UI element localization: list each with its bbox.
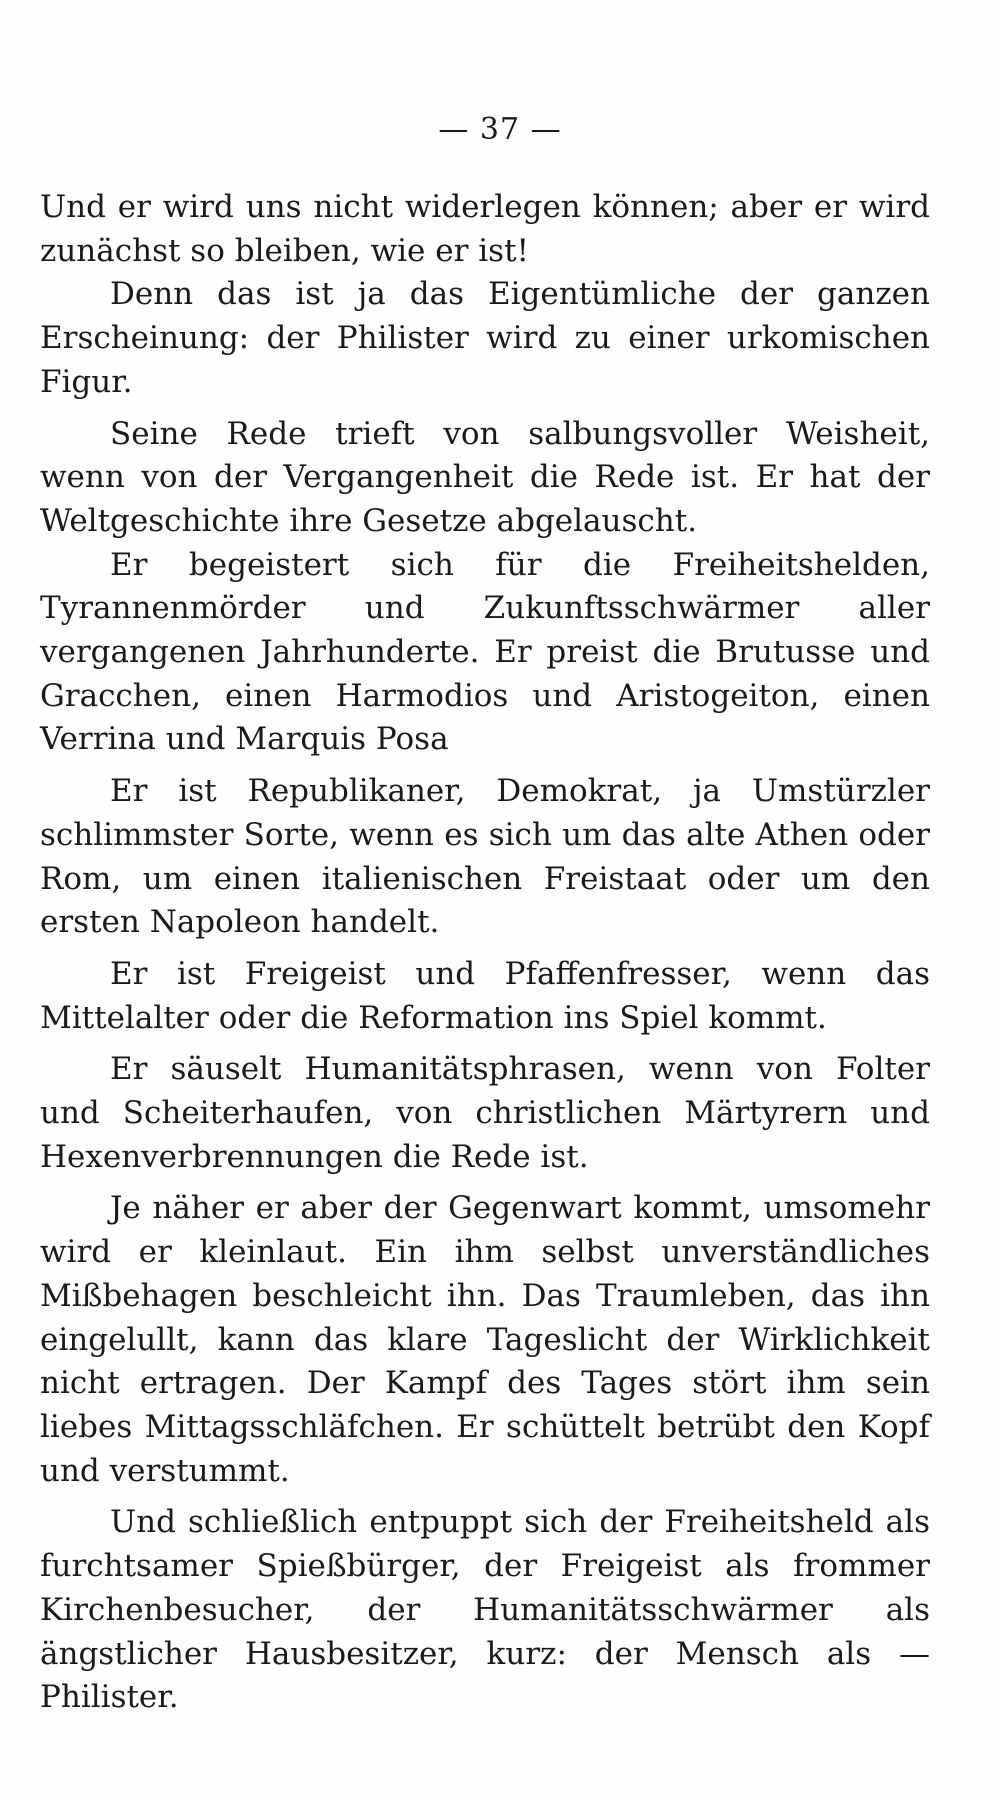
paragraph-2: Denn das ist ja das Eigentümliche der ganzen Erscheinung: der Philister wird zu einer urkomischen Figur. <box>40 276 930 400</box>
paragraph-9: Und schließlich entpuppt sich der Freiheitsheld als furchtsamer Spießbürger, der Freigeist als frommer Kirchenbesucher, der Humanitätsschwärmer als ängstlicher Hausbesitzer, kurz: der Mensch als — Philister. <box>40 1504 930 1716</box>
paragraph-3: Seine Rede trieft von salbungsvoller Weisheit, wenn von der Vergangenheit die Rede ist. Er hat der Weltgeschichte ihre Gesetze abgelauscht. <box>40 415 930 539</box>
paragraph-8: Je näher er aber der Gegenwart kommt, umsomehr wird er kleinlaut. Ein ihm selbst unverständliches Mißbehagen beschleicht ihn. Das Traumleben, das ihn eingelullt, kann das klare Tageslicht der Wirklichkeit nicht ertragen. Der Kampf des Tages stört ihm sein liebes Mittagsschläfchen. Er schüttelt betrübt den Kopf und verstummt. <box>40 1190 930 1489</box>
paragraph-7: Er säuselt Humanitätsphrasen, wenn von Folter und Scheiterhaufen, von christlichen Märtyrern und Hexenverbrennungen die Rede ist. <box>40 1051 930 1175</box>
paragraph-5: Er ist Republikaner, Demokrat, ja Umstürzler schlimmster Sorte, wenn es sich um das alte Athen oder Rom, um einen italienischen Freistaat oder um den ersten Napoleon handelt. <box>40 773 930 941</box>
body-text <box>40 186 930 1720</box>
paragraph-4: Er begeistert sich für die Freiheitshelden, Tyrannenmörder und Zukunftsschwärmer aller vergangenen Jahrhunderte. Er preist die Brutusse und Gracchen, einen Harmodios und Aristogeiton, einen Verrina und Marquis Posa <box>40 546 930 758</box>
paragraph-6: Er ist Freigeist und Pfaffenfresser, wenn das Mittelalter oder die Reformation ins Spiel kommt. <box>40 955 930 1036</box>
page-number: — 37 — <box>438 112 562 147</box>
paragraph-1: Und er wird uns nicht widerlegen können; aber er wird zunächst so bleiben, wie er ist! <box>40 189 930 269</box>
